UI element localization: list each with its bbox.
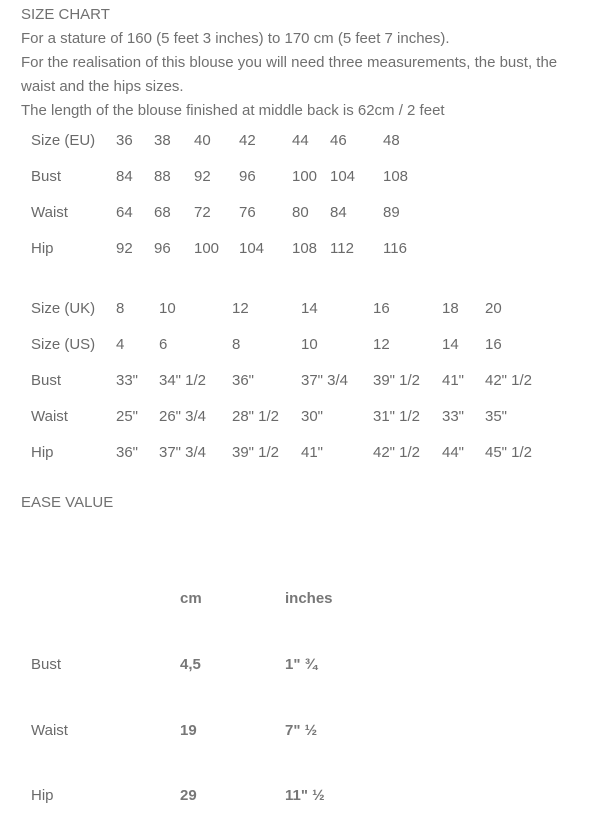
table-row — [21, 122, 423, 158]
stature-line: For a stature of 160 (5 feet 3 inches) to 170 cm (5 feet 7 inches). — [21, 30, 450, 47]
row-label: Size (UK) — [31, 299, 96, 317]
table-cell: 12 — [232, 299, 249, 317]
size-chart-title: SIZE CHART — [21, 6, 110, 23]
table-cell: 108 — [383, 167, 409, 185]
row-label: Size (US) — [31, 335, 96, 353]
ease-header-inches: inches — [285, 590, 333, 607]
table-cell: 39" 1/2 — [232, 443, 280, 461]
table-cell: 36 — [116, 131, 133, 149]
ease-row-cm: 19 — [180, 721, 197, 739]
table-cell: 33" — [442, 407, 465, 425]
table-cell: 28" 1/2 — [232, 407, 280, 425]
table-cell: 40 — [194, 131, 211, 149]
table-cell: 96 — [239, 167, 256, 185]
ease-row-waist — [21, 698, 333, 764]
table-cell: 88 — [154, 167, 171, 185]
table-cell: 104 — [239, 239, 265, 257]
table-row — [21, 194, 423, 230]
table-cell: 10 — [159, 299, 176, 317]
table-row — [21, 434, 550, 470]
ease-value-title: EASE VALUE — [21, 494, 114, 511]
ease-value-table — [21, 565, 333, 829]
table-cell: 14 — [442, 335, 459, 353]
eu-size-table — [21, 122, 423, 266]
table-cell: 36" — [116, 443, 139, 461]
table-cell: 42 — [239, 131, 256, 149]
table-cell: 104 — [330, 167, 356, 185]
table-cell: 80 — [292, 203, 309, 221]
table-row — [21, 326, 550, 362]
table-cell: 72 — [194, 203, 211, 221]
table-cell: 16 — [373, 299, 390, 317]
table-row — [21, 398, 550, 434]
row-label: Size (EU) — [31, 131, 96, 149]
table-cell: 20 — [485, 299, 502, 317]
table-cell: 84 — [330, 203, 347, 221]
ease-row-inches: 11" ½ — [285, 787, 325, 805]
table-cell: 46 — [330, 131, 347, 149]
ease-header-row — [21, 565, 333, 632]
table-cell: 39" 1/2 — [373, 371, 421, 389]
table-cell: 100 — [194, 239, 220, 257]
table-cell: 8 — [232, 335, 241, 353]
ease-row-label: Bust — [31, 656, 62, 674]
table-cell: 4 — [116, 335, 125, 353]
table-row — [21, 230, 423, 266]
table-cell: 10 — [301, 335, 318, 353]
table-cell: 38 — [154, 131, 171, 149]
table-cell: 6 — [159, 335, 168, 353]
table-cell: 14 — [301, 299, 318, 317]
table-cell: 37" 3/4 — [159, 443, 207, 461]
ease-row-label: Waist — [31, 721, 68, 739]
table-row — [21, 362, 550, 398]
table-cell: 44 — [292, 131, 309, 149]
ease-row-hip — [21, 763, 333, 829]
measurements-line: For the realisation of this blouse you will need three measurements, the bust, the waist and the hips sizes. — [21, 54, 558, 95]
table-cell: 84 — [116, 167, 133, 185]
ease-row-inches: 7" ½ — [285, 721, 318, 739]
table-cell: 8 — [116, 299, 125, 317]
table-cell: 76 — [239, 203, 256, 221]
table-cell: 44" — [442, 443, 465, 461]
uk-us-size-table — [21, 290, 550, 470]
table-cell: 112 — [330, 239, 354, 257]
table-cell: 100 — [292, 167, 318, 185]
row-label: Hip — [31, 443, 54, 461]
ease-row-bust — [21, 632, 333, 698]
table-cell: 25" — [116, 407, 139, 425]
table-cell: 92 — [194, 167, 211, 185]
ease-header-cm: cm — [180, 590, 202, 607]
table-cell: 36" — [232, 371, 255, 389]
row-label: Bust — [31, 167, 62, 185]
ease-row-cm: 29 — [180, 787, 197, 805]
table-row — [21, 290, 550, 326]
table-row — [21, 158, 423, 194]
table-cell: 64 — [116, 203, 133, 221]
table-cell: 37" 3/4 — [301, 371, 349, 389]
table-cell: 35" — [485, 407, 508, 425]
table-cell: 18 — [442, 299, 459, 317]
blouse-length-line: The length of the blouse finished at middle back is 62cm / 2 feet — [21, 102, 445, 119]
ease-row-inches: 1" ¾ — [285, 656, 318, 674]
table-cell: 16 — [485, 335, 502, 353]
table-cell: 30" — [301, 407, 324, 425]
table-cell: 96 — [154, 239, 171, 257]
table-cell: 108 — [292, 239, 318, 257]
table-cell: 92 — [116, 239, 133, 257]
table-cell: 48 — [383, 131, 400, 149]
table-cell: 34" 1/2 — [159, 371, 207, 389]
table-cell: 12 — [373, 335, 390, 353]
row-label: Waist — [31, 407, 68, 425]
ease-row-cm: 4,5 — [180, 656, 201, 674]
table-cell: 89 — [383, 203, 400, 221]
table-cell: 41" — [442, 371, 465, 389]
table-cell: 33" — [116, 371, 139, 389]
intro-text — [21, 3, 591, 123]
table-cell: 41" — [301, 443, 324, 461]
table-cell: 45" 1/2 — [485, 443, 533, 461]
row-label: Bust — [31, 371, 62, 389]
table-cell: 42" 1/2 — [485, 371, 533, 389]
row-label: Waist — [31, 203, 68, 221]
row-label: Hip — [31, 239, 54, 257]
table-cell: 31" 1/2 — [373, 407, 421, 425]
table-cell: 68 — [154, 203, 171, 221]
table-cell: 26" 3/4 — [159, 407, 207, 425]
ease-row-label: Hip — [31, 787, 54, 805]
table-cell: 42" 1/2 — [373, 443, 421, 461]
table-cell: 116 — [383, 239, 407, 257]
ease-header-label — [21, 565, 180, 632]
